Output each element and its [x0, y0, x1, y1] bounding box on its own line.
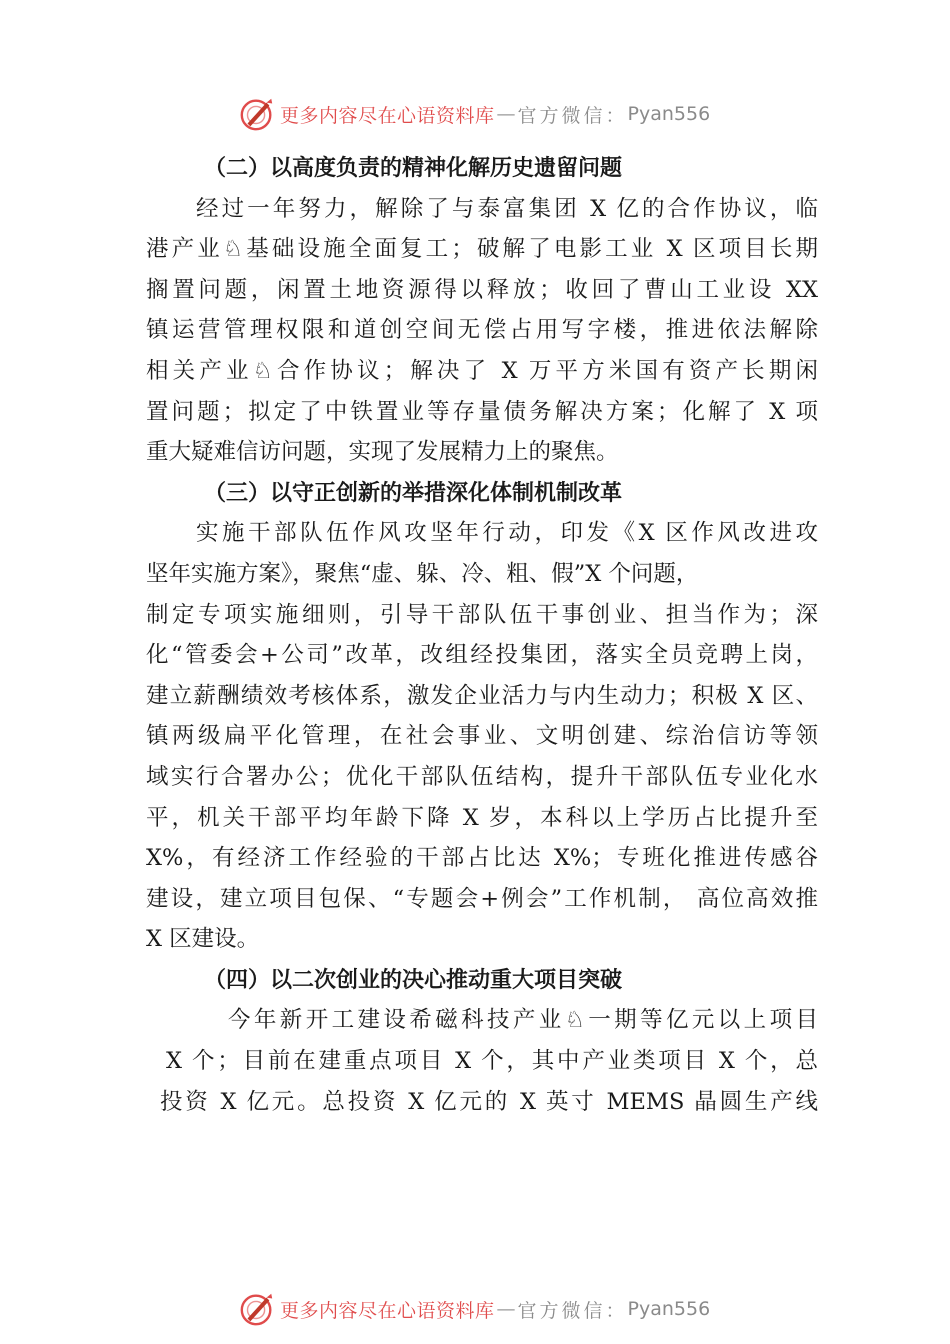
banner-separator: — [496, 1298, 516, 1320]
text-line: X%，有经济工作经验的干部占比达 X%；专班化推进传感谷 [146, 845, 818, 872]
text-line: 置问题；拟定了中铁置业等存量债务解决方案；化解了 X 项 [146, 398, 818, 425]
section-heading: （二）以高度负责的精神化解历史遗留问题 [204, 155, 623, 181]
banner-wechat-id: Pyan556 [627, 103, 711, 125]
banner-separator: — [496, 103, 516, 125]
text-line: 实施干部队伍作风攻坚年行动，印发《X 区作风改进攻 [196, 520, 818, 547]
footer-banner [238, 1289, 758, 1329]
text-line: 制定专项实施细则，引导干部队伍干事创业、担当作为；深 [146, 601, 818, 628]
brand-logo-icon [238, 95, 276, 133]
text-line: 建立薪酬绩效考核体系，激发企业活力与内生动力；积极 X 区、 [146, 682, 818, 709]
text-line: 港产业♘基础设施全面复工；破解了电影工业 X 区项目长期 [146, 236, 818, 263]
text-line: 域实行合署办公；优化干部队伍结构，提升干部队伍专业化水 [146, 763, 818, 790]
text-line: 镇两级扁平化管理，在社会事业、文明创建、综治信访等领 [146, 723, 818, 750]
document-body [146, 148, 818, 1122]
brand-logo-icon [238, 1290, 276, 1328]
text-line: 镇运营管理权限和道创空间无偿占用写字楼，推进依法解除 [146, 317, 818, 344]
text-line: 化“管委会+公司”改革，改组经投集团，落实全员竞聘上岗， [146, 642, 818, 669]
text-line: 投资 X 亿元。总投资 X 亿元的 X 英寸 MEMS 晶圆生产线 [160, 1088, 818, 1115]
text-line: 平，机关干部平均年龄下降 X 岁，本科以上学历占比提升至 [146, 804, 818, 831]
header-banner [238, 94, 758, 134]
section-heading: （三）以守正创新的举措深化体制机制改革 [204, 479, 623, 506]
text-line: 建设，建立项目包保、“专题会+例会”工作机制， 高位高效推 [146, 885, 818, 912]
text-line: 坚年实施方案》，聚焦“虚、躲、冷、粗、假”X 个问题， [146, 560, 699, 587]
banner-brand-text: 更多内容尽在心语资料库 [280, 104, 495, 127]
banner-brand-text: 更多内容尽在心语资料库 [280, 1299, 495, 1322]
section-heading: （四）以二次创业的决心推动重大项目突破 [204, 966, 623, 993]
text-line: X 区建设。 [146, 926, 260, 953]
banner-wechat-id: Pyan556 [627, 1298, 711, 1320]
text-line: 今年新开工建设希磁科技产业♘一期等亿元以上项目 [228, 1007, 818, 1034]
text-line: 相关产业♘合作协议；解决了 X 万平方米国有资产长期闲 [146, 357, 818, 384]
banner-label: 官方微信： [517, 104, 628, 127]
text-line: 搁置问题，闲置土地资源得以释放；收回了曹山工业设 XX [146, 276, 818, 303]
text-line: 重大疑难信访问题，实现了发展精力上的聚焦。 [146, 439, 619, 466]
text-line: X 个；目前在建重点项目 X 个，其中产业类项目 X 个，总 [166, 1048, 818, 1075]
banner-label: 官方微信： [517, 1299, 628, 1322]
text-line: 经过一年努力，解除了与泰富集团 X 亿的合作协议，临 [196, 195, 818, 222]
